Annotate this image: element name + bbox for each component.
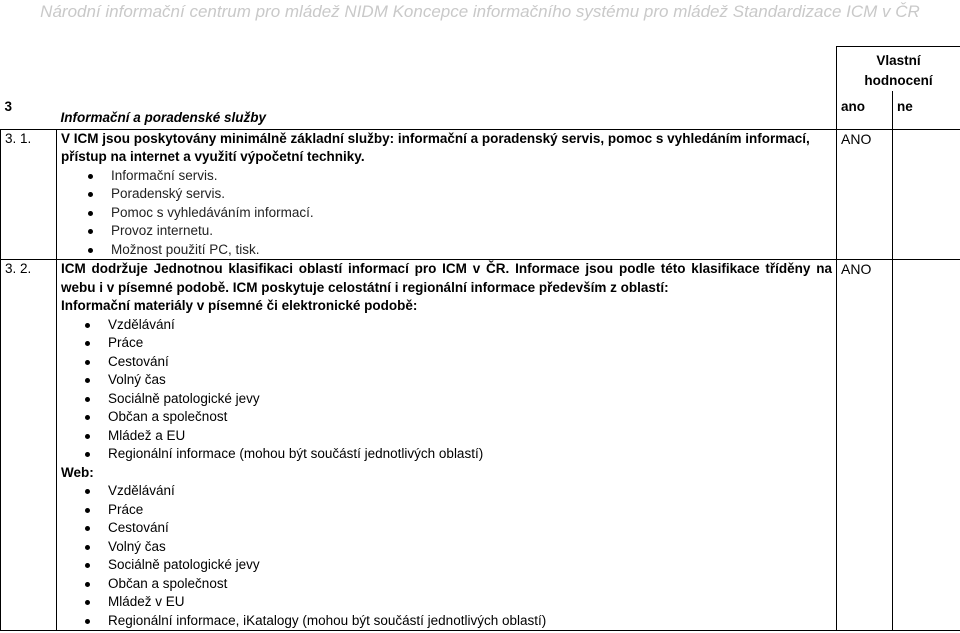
list-item: Mládež v EU [61,593,832,612]
document-header: Národní informační centrum pro mládež NIDM Koncepce informačního systému pro mládež Standardizace ICM v ČR [40,2,920,21]
list-item: Regionální informace (mohou být součástí jednotlivých oblastí) [61,445,832,464]
list-item: Občan a společnost [61,408,832,427]
row-number: 3. 2. [1,260,57,631]
answer-yes: ANO [837,260,893,631]
list-item: Vzdělávání [61,482,832,501]
list-item: Možnost použití PC, tisk. [61,241,832,260]
list-item: Vzdělávání [61,316,832,335]
list-item: Sociálně patologické jevy [61,390,832,409]
list-item: Pomoc s vyhledáváním informací. [61,204,832,223]
print-heading: Informační materiály v písemné či elektronické podobě: [61,298,418,313]
web-areas-list [61,482,832,630]
list-item: Cestování [61,353,832,372]
row-content [57,129,837,260]
print-areas-list [61,316,832,464]
answer-no [893,260,960,631]
list-item: Volný čas [61,538,832,557]
self-evaluation-header [837,47,960,92]
row-text: V ICM jsou poskytovány minimálně základní služby: informační a poradenský servis, pomoc s vyhledáním informací, přístup na internet a využití výpočetní techniky. [61,130,810,164]
row-number: 3. 1. [1,129,57,260]
section-number: 3 [4,99,13,114]
answer-yes: ANO [837,129,893,260]
row-content [57,260,837,631]
list-item: Občan a společnost [61,575,832,594]
list-item: Provoz internetu. [61,222,832,241]
list-item: Poradenský servis. [61,185,832,204]
standards-table [0,46,960,631]
answer-no [893,129,960,260]
service-list [61,167,832,260]
yes-column-header: ano [837,91,893,129]
self-eval-line2: hodnocení [864,73,933,88]
web-heading: Web: [61,464,94,480]
list-item: Informační servis. [61,167,832,186]
list-item: Mládež a EU [61,427,832,446]
list-item: Cestování [61,519,832,538]
header-blank-text [57,47,837,92]
self-eval-line1: Vlastní [876,53,921,68]
row-text: ICM dodržuje Jednotnou klasifikaci oblastí informací pro ICM v ČR. Informace jsou podle této klasifikace tříděny na webu i v písemné podobě. ICM poskytuje celostátní i regionální informace především z oblastí: [61,261,832,295]
list-item: Volný čas [61,371,832,390]
list-item: Regionální informace, iKatalogy (mohou být součástí jednotlivých oblastí) [61,612,832,631]
section-title: Informační a poradenské služby [60,110,267,125]
no-column-header: ne [893,91,960,129]
header-blank-number [1,47,57,92]
list-item: Sociálně patologické jevy [61,556,832,575]
list-item: Práce [61,334,832,353]
list-item: Práce [61,501,832,520]
